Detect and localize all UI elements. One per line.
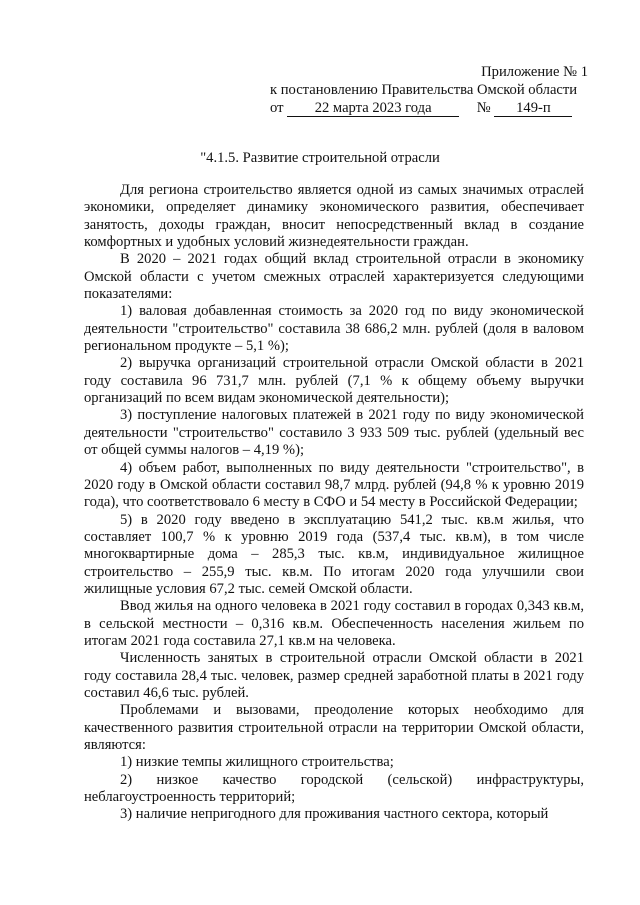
list-item: 5) в 2020 году введено в эксплуатацию 541,2 тыс. кв.м жилья, что составляет 100,7 % к уровню 2019 года (537,4 тыс. кв.м), в том числе многоквартирные дома – 285,3 тыс. кв.м, индивидуальное жилищное строительство – 255,9 тыс. кв.м. По итогам 2020 года улучшили свои жилищные условия 67,2 тыс. семей Омской области. [84,511,584,597]
appendix-header [268,63,588,117]
document-body [84,182,584,824]
list-item: 3) поступление налоговых платежей в 2021 году по виду экономической деятельности "строительство" составило 3 933 509 тыс. рублей (удельный вес от общей суммы налогов – 4,19 %); [84,407,584,459]
appendix-date-line [268,99,588,117]
date-prefix: от [270,100,284,116]
section-title: "4.1.5. Развитие строительной отрасли [200,150,440,166]
decree-number: 149-п [494,101,572,117]
paragraph: Численность занятых в строительной отрасли Омской области в 2021 году составила 28,4 тыс. человек, размер средней заработной платы в 2021 году составил 46,6 тыс. рублей. [84,650,584,701]
paragraph: В 2020 – 2021 годах общий вклад строительной отрасли в экономику Омской области с учетом смежных отраслей характеризуется следующими показателями: [84,251,584,303]
list-item: 2) низкое качество городской (сельской) инфраструктуры, неблагоустроенность территорий; [84,771,584,806]
list-item: 1) валовая добавленная стоимость за 2020 год по виду экономической деятельности "строительство" составила 38 686,2 млн. рублей (доля в валовом региональном продукте – 5,1 %); [84,303,584,355]
list-item: 3) наличие непригодного для проживания частного сектора, который [120,806,549,823]
list-item: 2) выручка организаций строительной отрасли Омской области в 2021 году составила 96 731,7 млн. рублей (7,1 % к общему объему выручки организаций по всем видам экономической деятельности); [84,355,584,407]
list-item: 4) объем работ, выполненных по виду деятельности "строительство", в 2020 году в Омской области составил 98,7 млрд. рублей (94,8 % к уровню 2019 года), что соответствовало 6 месту в СФО и 54 месту в Российской Федерации; [84,459,584,511]
paragraph: Для региона строительство является одной из самых значимых отраслей экономики, определяет динамику экономического развития, обеспечивает занятость, доходы граждан, вносит непосредственный вклад в создание комфортных и удобных условий жизнедеятельности граждан. [84,182,584,251]
number-label: № [476,100,491,116]
appendix-title: Приложение № 1 [481,64,588,80]
list-item: 1) низкие темпы жилищного строительства; [120,754,394,771]
paragraph: Проблемами и вызовами, преодоление которых необходимо для качественного развития строительной отрасли на территории Омской области, являются: [84,702,584,753]
decree-date: 22 марта 2023 года [287,101,459,117]
paragraph: Ввод жилья на одного человека в 2021 году составил в городах 0,343 кв.м, в сельской местности – 0,316 кв.м. Обеспеченность населения жильем по итогам 2021 года составила 27,1 кв.м на человека. [84,598,584,649]
appendix-subtitle: к постановлению Правительства Омской области [270,82,578,98]
